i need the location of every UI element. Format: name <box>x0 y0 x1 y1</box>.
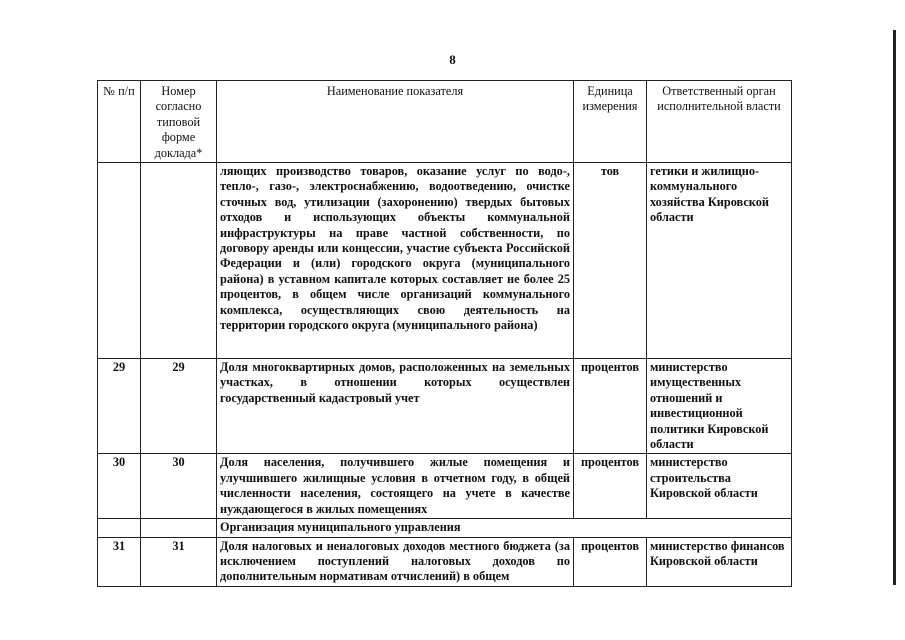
header-num: № п/п <box>98 81 141 163</box>
table-row <box>98 454 792 519</box>
scan-edge-mark <box>893 30 896 585</box>
cell-authority: гетики и жилищно-коммунального хозяйства Кировской области <box>647 163 792 359</box>
section-title: Организация муниципального управления <box>217 519 792 537</box>
cell-empty <box>141 519 217 537</box>
cell-unit: процентов <box>574 359 647 454</box>
cell-num: 30 <box>98 454 141 519</box>
cell-indicator: ляющих производство товаров, оказание услуг по водо-, тепло-, газо-, электроснабжению, водоотведению, очистке сточных вод, утилизации (захоронению) твердых бытовых отходов и использующих объекты коммунальной инфраструктуры на праве частной собственности, по договору аренды или концессии, участие субъекта Российской Федерации и (или) городского округа (муниципального района) в уставном капитале которых составляет не более 25 процентов, в общем числе организаций коммунального комплекса, осуществляющих свою деятельность на территории городского округа (муниципального района) <box>217 163 574 359</box>
table-row <box>98 163 792 359</box>
table-row <box>98 359 792 454</box>
cell-form-num: 31 <box>141 537 217 586</box>
header-authority: Ответственный орган исполнительной власти <box>647 81 792 163</box>
cell-unit: процентов <box>574 537 647 586</box>
section-row <box>98 519 792 537</box>
header-unit: Единица измерения <box>574 81 647 163</box>
cell-indicator: Доля населения, получившего жилые помещения и улучшившего жилищные условия в отчетном году, в общей численности населения, состоящего на учете в качестве нуждающегося в жилых помещениях <box>217 454 574 519</box>
cell-form-num: 30 <box>141 454 217 519</box>
cell-authority: министерство финансов Кировской области <box>647 537 792 586</box>
cell-authority: министерство имущественных отношений и инвестиционной политики Кировской области <box>647 359 792 454</box>
indicator-table <box>97 80 792 587</box>
cell-form-num: 29 <box>141 359 217 454</box>
cell-num: 31 <box>98 537 141 586</box>
cell-unit: тов <box>574 163 647 359</box>
header-form-num: Номер согласно типовой форме доклада* <box>141 81 217 163</box>
table-row <box>98 537 792 586</box>
cell-form-num <box>141 163 217 359</box>
cell-unit: процентов <box>574 454 647 519</box>
cell-authority: министерство строительства Кировской области <box>647 454 792 519</box>
cell-num: 29 <box>98 359 141 454</box>
header-indicator: Наименование показателя <box>217 81 574 163</box>
cell-num <box>98 163 141 359</box>
cell-empty <box>98 519 141 537</box>
header-row <box>98 81 792 163</box>
page-number: 8 <box>449 52 456 67</box>
cell-indicator: Доля многоквартирных домов, расположенных на земельных участках, в отношении которых осуществлен государственный кадастровый учет <box>217 359 574 454</box>
cell-indicator: Доля налоговых и неналоговых доходов местного бюджета (за исключением поступлений налоговых доходов по дополнительным нормативам отчислений) в общем <box>217 537 574 586</box>
